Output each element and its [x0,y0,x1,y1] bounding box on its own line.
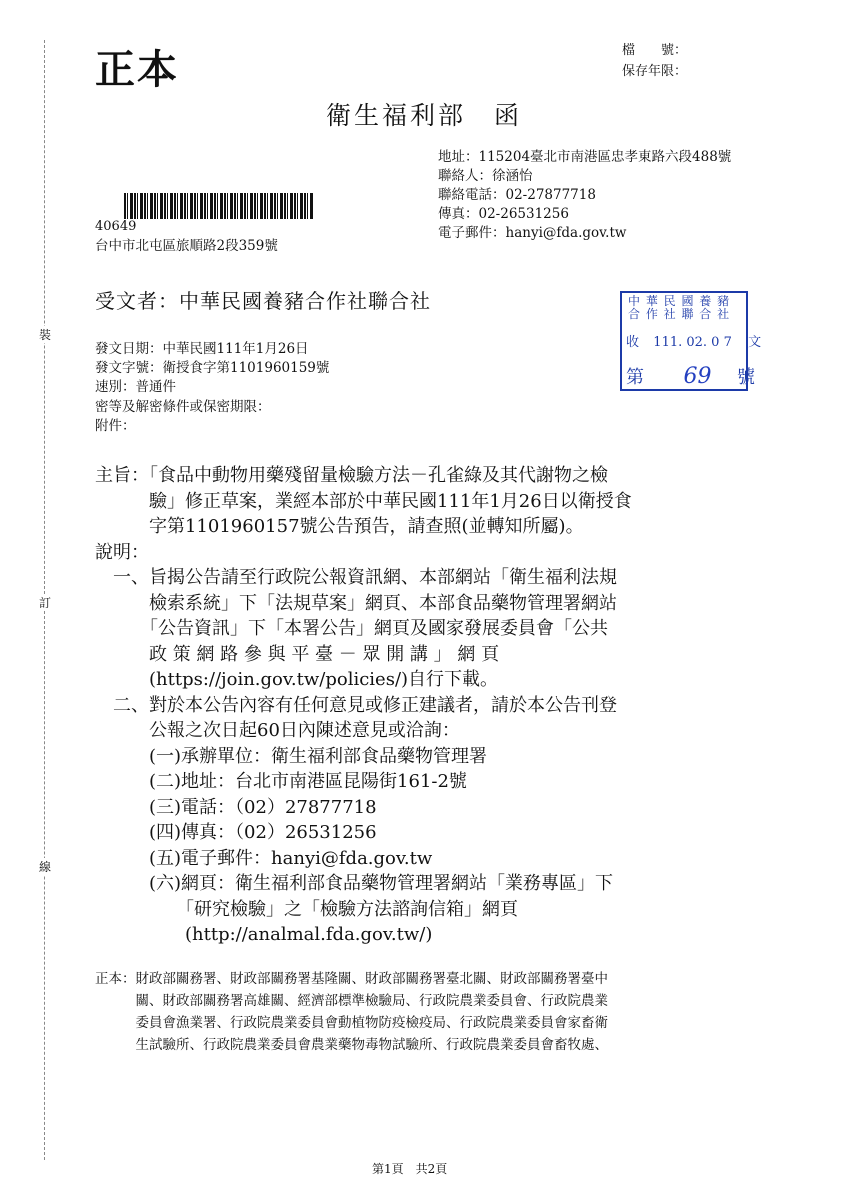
contact-block [438,148,731,243]
contact-phone: 聯絡電話：02-27877718 [438,187,596,203]
explain-line: 二、對於本公告內容有任何意見或修正建議者，請於本公告刊登 [95,694,617,716]
barcode [124,193,314,219]
explain-line: 「研究檢驗」之「檢驗方法諮詢信箱」網頁 [95,898,518,920]
explain-line: (https://join.gov.tw/policies/)自行下載。 [95,669,499,690]
explain-line: 檢索系統」下「法規草案」網頁、本部食品藥物管理署網站 [95,592,617,614]
cc-line: 正本：財政部關務署、財政部關務署基隆關、財政部關務署臺北關、財政部關務署臺中 [95,971,608,987]
contact-email: 電子郵件：hanyi@fda.gov.tw [438,225,627,241]
document-number: 發文字號：衛授食字第1101960159號 [95,360,330,377]
distribution-list [95,968,608,1056]
secrecy: 密等及解密條件或保密期限： [95,398,271,415]
speed: 速別：普通件 [95,379,176,396]
cc-line: 委員會漁業署、行政院農業委員會動植物防疫檢疫局、行政院農業委員會家畜衛 [95,1015,608,1031]
document-title: 衛生福利部 函 [326,101,523,130]
subject-line: 主旨：「食品中動物用藥殘留量檢驗方法－孔雀綠及其代謝物之檢 [95,465,608,486]
recipient: 受文者：中華民國養豬合作社聯合社 [95,289,431,313]
explain-line: (http://analmal.fda.gov.tw/) [95,924,433,945]
receipt-stamp [620,291,762,391]
cc-line: 關、財政部關務署高雄關、經濟部標準檢驗局、行政院農業委員會、行政院農業 [95,993,608,1009]
explain-line: (六)網頁：衛生福利部食品藥物管理署網站「業務專區」下 [95,873,614,894]
file-no-label: 檔 號： [622,43,688,58]
attachment: 附件： [95,417,136,434]
explain-line: (一)承辦單位：衛生福利部食品藥物管理署 [95,745,488,767]
contact-fax: 傳真：02-26531256 [438,206,569,222]
mailing-address: 台中市北屯區旅順路2段359號 [95,238,278,254]
explain-line: 「公告資訊」下「本署公告」網頁及國家發展委員會「公共 [95,618,608,639]
page-indicator: 第1頁 共2頁 [372,1162,448,1176]
issue-date: 發文日期：中華民國111年1月26日 [95,341,309,357]
stamp-number-row [626,363,755,389]
subject-line: 字第1101960157號公告預告，請查照(並轉知所屬)。 [95,516,584,537]
contact-address: 地址：115204臺北市南港區忠孝東路六段488號 [438,149,732,165]
document-body [95,463,632,948]
explain-line: (五)電子郵件：hanyi@fda.gov.tw [95,847,433,869]
subject-line: 驗」修正草案，業經本部於中華民國111年1月26日以衛授食 [95,490,632,512]
stamp-org-line1: 中 華 民 國 養 豬 [628,294,731,308]
explain-line: (三)電話：（02）27877718 [95,796,377,818]
stamp-date: 111. 02. 0 7 [653,335,732,350]
stamp-org [628,295,730,321]
binding-mark-ding: 訂 [38,596,51,610]
document-meta [95,340,329,436]
stamp-left3: 第 [626,367,644,388]
zip-code: 40649 [95,219,137,234]
contact-person: 聯絡人：徐涵怡 [438,168,533,184]
stamp-right3: 號 [736,367,755,388]
explain-line: (四)傳真：（02）26531256 [95,822,377,843]
stamp-side-right: 文 [748,335,762,350]
explain-line: 政 策 網 路 參 與 平 臺 － 眾 開 講 」 網 頁 [95,643,500,665]
copy-mark: 正本 [95,46,179,93]
retention-label: 保存年限： [622,64,688,79]
cc-line: 生試驗所、行政院農業委員會農業藥物毒物試驗所、行政院農業委員會畜牧處、 [95,1037,608,1053]
explain-line: 公報之次日起60日內陳述意見或洽詢： [95,720,460,741]
explain-line: (二)地址：台北市南港區昆陽街161-2號 [95,771,467,792]
stamp-date-row [626,331,761,350]
binding-mark-zhuang: 裝 [38,328,51,342]
stamp-number: 69 [683,364,712,389]
explain-line: 一、旨揭公告請至行政院公報資訊網、本部網站「衛生福利法規 [95,567,617,588]
stamp-side-left: 收 [626,335,640,350]
binding-mark-xian: 線 [38,860,51,874]
explain-label: 說明： [95,541,149,563]
stamp-org-line2: 合 作 社 聯 合 社 [628,307,731,321]
file-info [622,40,687,82]
